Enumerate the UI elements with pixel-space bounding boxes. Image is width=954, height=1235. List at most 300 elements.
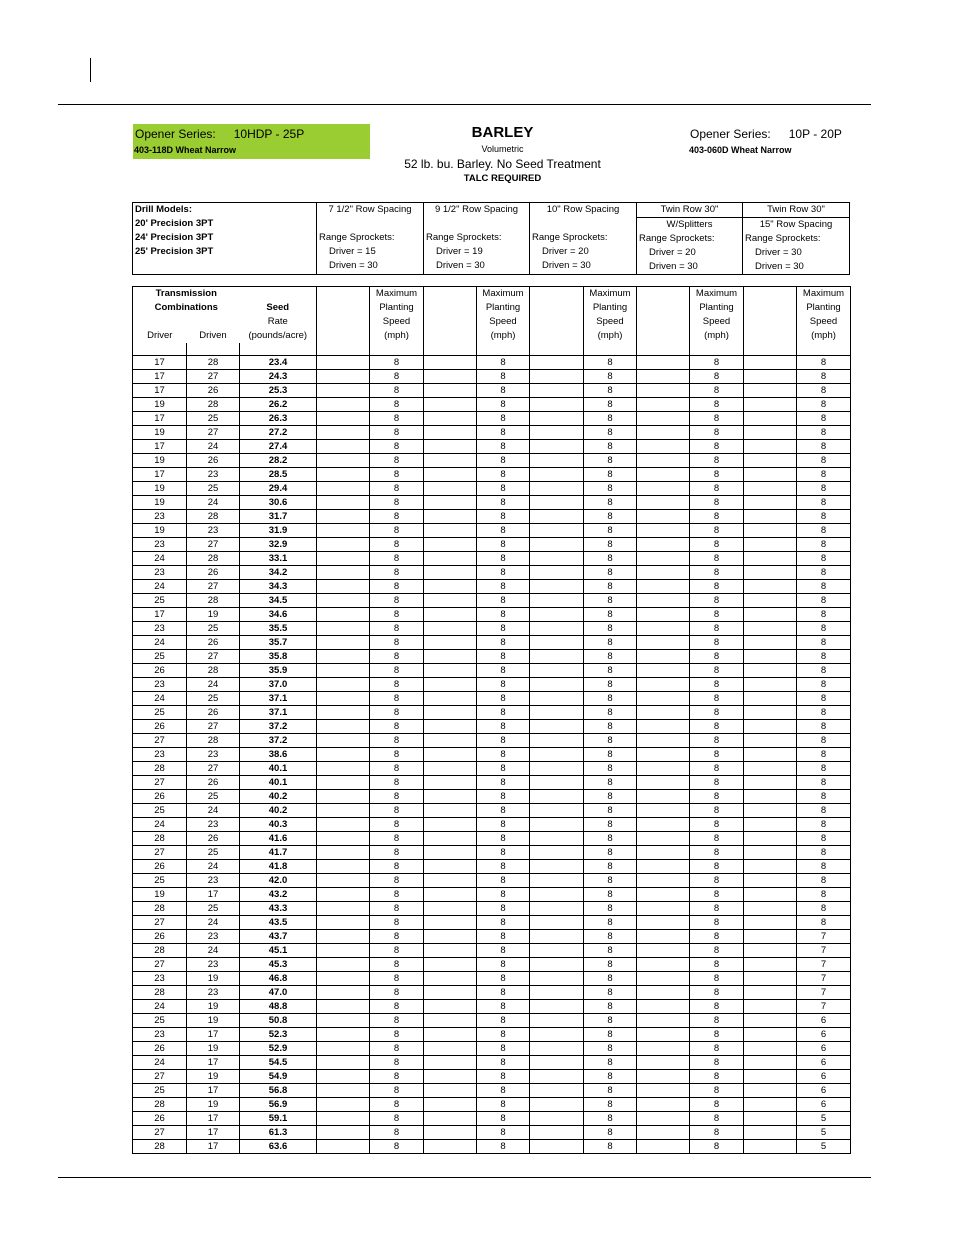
spacer-cell [424, 650, 477, 664]
max-speed-cell: 8 [690, 692, 744, 706]
driven-cell: 19 [187, 1042, 240, 1056]
spacer-cell [637, 1140, 690, 1154]
max-speed-cell: 8 [477, 664, 530, 678]
max-speed-cell: 8 [477, 650, 530, 664]
spacer-cell [424, 1014, 477, 1028]
spacer-cell [317, 944, 370, 958]
spacer-cell [424, 1098, 477, 1112]
seed-description: 52 lb. bu. Barley. No Seed Treatment [404, 157, 601, 171]
max-speed-cell: 8 [690, 958, 744, 972]
seed-rate-cell: 54.9 [240, 1070, 317, 1084]
max-speed-cell: 8 [584, 734, 637, 748]
seed-rate-cell: 26.2 [240, 398, 317, 412]
max-speed-cell: 8 [370, 580, 424, 594]
spacer-cell [424, 1140, 477, 1154]
spacer-cell [637, 356, 690, 370]
spacer-cell [530, 944, 584, 958]
spacer-cell [530, 622, 584, 636]
spacer-cell [637, 482, 690, 496]
max-speed-cell: 8 [370, 370, 424, 384]
spacer-cell [637, 370, 690, 384]
seed-rate-cell: 56.8 [240, 1084, 317, 1098]
spacer-cell [530, 888, 584, 902]
max-speed-cell: 8 [477, 958, 530, 972]
max-speed-cell: 8 [584, 1084, 637, 1098]
driver-cell: 28 [133, 986, 187, 1000]
spacer-cell [424, 860, 477, 874]
spacer-cell [424, 1000, 477, 1014]
seed-rate-cell: 50.8 [240, 1014, 317, 1028]
speed-label: Speed [702, 316, 731, 327]
speed-header [477, 287, 530, 344]
table-row [133, 790, 851, 804]
opener-right-series [690, 127, 842, 141]
max-speed-cell: 8 [584, 874, 637, 888]
header-filler [133, 315, 240, 329]
table-row [133, 622, 851, 636]
spacer-cell [637, 804, 690, 818]
max-speed-cell: 8 [584, 650, 637, 664]
spacer-cell [744, 440, 797, 454]
spacer-cell [317, 916, 370, 930]
driver-cell: 27 [133, 846, 187, 860]
driver-cell: 19 [133, 496, 187, 510]
max-speed-cell: 7 [797, 958, 851, 972]
seed-rate-cell: 63.6 [240, 1140, 317, 1154]
spacing-name: 9 1/2" Row Spacing [434, 204, 519, 215]
max-speed-cell: 8 [690, 818, 744, 832]
spacer-cell [424, 986, 477, 1000]
spacer-cell [744, 790, 797, 804]
driven-cell: 24 [187, 496, 240, 510]
max-speed-cell: 8 [370, 622, 424, 636]
max-speed-cell: 8 [370, 608, 424, 622]
spacer-cell [424, 832, 477, 846]
max-speed-cell: 8 [477, 608, 530, 622]
spacer-cell [637, 818, 690, 832]
spacer-cell [744, 1056, 797, 1070]
driven-cell: 19 [187, 608, 240, 622]
bottom-rule [58, 1177, 871, 1178]
max-speed-cell: 8 [690, 944, 744, 958]
driver-cell: 28 [133, 832, 187, 846]
spacer-cell [424, 287, 477, 344]
sprocket-driven: Driven = 30 [542, 260, 591, 271]
spacer-cell [744, 566, 797, 580]
spacer-cell [424, 398, 477, 412]
spacer-cell [424, 454, 477, 468]
driven-cell: 23 [187, 874, 240, 888]
spacer-cell [744, 706, 797, 720]
spacer-cell [744, 720, 797, 734]
seed-rate-cell: 38.6 [240, 748, 317, 762]
spacer-cell [637, 566, 690, 580]
max-speed-cell: 8 [584, 1126, 637, 1140]
table-row [133, 496, 851, 510]
max-speed-cell: 8 [690, 510, 744, 524]
spacer-cell [424, 412, 477, 426]
max-speed-cell: 8 [477, 496, 530, 510]
max-speed-cell: 8 [584, 1056, 637, 1070]
spacer-cell [637, 944, 690, 958]
driven-cell: 28 [187, 552, 240, 566]
spacer-cell [317, 986, 370, 1000]
max-speed-cell: 8 [370, 874, 424, 888]
max-speed-cell: 8 [370, 454, 424, 468]
spacer-cell [424, 426, 477, 440]
spacer-cell [637, 398, 690, 412]
driver-cell: 23 [133, 1028, 187, 1042]
driven-cell: 28 [187, 664, 240, 678]
max-speed-cell: 8 [584, 832, 637, 846]
max-speed-cell: 8 [690, 790, 744, 804]
driver-cell: 17 [133, 370, 187, 384]
seed-rate-table [132, 286, 851, 1154]
max-speed-cell: 8 [584, 636, 637, 650]
table-row [133, 398, 851, 412]
table-row [133, 986, 851, 1000]
max-speed-cell: 8 [690, 776, 744, 790]
driver-cell: 19 [133, 482, 187, 496]
speed-units-label: (mph) [704, 330, 729, 341]
max-speed-cell: 8 [797, 748, 851, 762]
spacer-cell [637, 902, 690, 916]
driven-cell: 24 [187, 440, 240, 454]
seed-rate-cell: 24.3 [240, 370, 317, 384]
units-header: (pounds/acre) [240, 329, 317, 343]
seed-rate-cell: 40.1 [240, 776, 317, 790]
max-speed-cell: 8 [370, 1028, 424, 1042]
spacer-cell [744, 902, 797, 916]
spacer-cell [424, 902, 477, 916]
spacer-cell [744, 580, 797, 594]
spacer-cell [317, 412, 370, 426]
seed-rate-cell: 37.1 [240, 692, 317, 706]
seed-rate-cell: 46.8 [240, 972, 317, 986]
spacer-cell [744, 1070, 797, 1084]
driver-cell: 17 [133, 608, 187, 622]
seed-rate-cell: 42.0 [240, 874, 317, 888]
spacer-cell [530, 1070, 584, 1084]
driven-cell: 27 [187, 370, 240, 384]
max-speed-cell: 8 [370, 594, 424, 608]
spacer-cell [637, 287, 690, 344]
spacer-cell [424, 720, 477, 734]
opener-series-left [133, 124, 370, 159]
opener-series-right [688, 124, 868, 159]
max-speed-cell: 8 [370, 762, 424, 776]
max-speed-cell: 8 [370, 930, 424, 944]
driver-cell: 26 [133, 860, 187, 874]
max-speed-cell: 8 [370, 972, 424, 986]
max-speed-cell: 8 [690, 440, 744, 454]
spacer-cell [530, 510, 584, 524]
range-sprockets-label: Range Sprockets: [745, 233, 821, 244]
table-row [133, 832, 851, 846]
spacer-cell [424, 748, 477, 762]
spacer-cell [530, 538, 584, 552]
speed-units-label: (mph) [384, 330, 409, 341]
spacer-cell [530, 524, 584, 538]
max-speed-cell: 8 [584, 692, 637, 706]
table-row [133, 1000, 851, 1014]
max-speed-cell: 8 [797, 594, 851, 608]
seed-rate-cell: 52.3 [240, 1028, 317, 1042]
spacer-cell [637, 650, 690, 664]
transmission-label: Transmission [155, 288, 217, 299]
spacer-cell [424, 706, 477, 720]
spacer-cell [530, 1084, 584, 1098]
spacer-cell [744, 1042, 797, 1056]
driven-cell: 17 [187, 888, 240, 902]
spacer-cell [637, 454, 690, 468]
max-speed-cell: 8 [477, 776, 530, 790]
max-speed-cell: 8 [477, 846, 530, 860]
driver-cell: 25 [133, 706, 187, 720]
table-row [133, 1056, 851, 1070]
driver-cell: 25 [133, 650, 187, 664]
max-speed-cell: 8 [477, 916, 530, 930]
max-speed-cell: 8 [797, 860, 851, 874]
driven-cell: 17 [187, 1028, 240, 1042]
max-speed-cell: 8 [477, 384, 530, 398]
table-row [133, 1098, 851, 1112]
max-speed-cell: 8 [477, 468, 530, 482]
table-row [133, 594, 851, 608]
driver-cell: 28 [133, 762, 187, 776]
driven-cell: 24 [187, 944, 240, 958]
max-speed-cell: 8 [370, 902, 424, 916]
spacer-cell [637, 636, 690, 650]
max-speed-cell: 8 [690, 664, 744, 678]
drill-models-cell [133, 203, 317, 275]
seed-rate-cell: 43.2 [240, 888, 317, 902]
driven-cell: 19 [187, 1014, 240, 1028]
seed-rate-cell: 35.7 [240, 636, 317, 650]
speed-header [370, 287, 424, 344]
max-speed-cell: 8 [370, 356, 424, 370]
seed-rate-cell: 40.3 [240, 818, 317, 832]
max-speed-cell: 8 [370, 986, 424, 1000]
table-row [133, 692, 851, 706]
max-speed-cell: 8 [477, 552, 530, 566]
max-speed-cell: 7 [797, 930, 851, 944]
speed-maximum-label: Maximum [375, 288, 418, 299]
seed-rate-cell: 34.5 [240, 594, 317, 608]
driven-cell: 17 [187, 1140, 240, 1154]
driven-cell: 19 [187, 1070, 240, 1084]
sprocket-driven: Driven = 30 [329, 260, 378, 271]
driver-cell: 25 [133, 804, 187, 818]
max-speed-cell: 8 [584, 622, 637, 636]
seed-rate-cell: 41.6 [240, 832, 317, 846]
spacer-cell [317, 972, 370, 986]
spacer-cell [530, 398, 584, 412]
spacer-cell [744, 776, 797, 790]
spacer-cell [317, 692, 370, 706]
spacer-cell [744, 468, 797, 482]
driver-cell: 17 [133, 440, 187, 454]
spacer-cell [637, 958, 690, 972]
spacer-cell [317, 454, 370, 468]
max-speed-cell: 8 [370, 860, 424, 874]
max-speed-cell: 8 [797, 706, 851, 720]
spacer-cell [317, 888, 370, 902]
seed-rate-cell: 54.5 [240, 1056, 317, 1070]
spacer-cell [317, 846, 370, 860]
max-speed-cell: 8 [690, 1098, 744, 1112]
driven-cell: 25 [187, 790, 240, 804]
spacing-name: 10" Row Spacing [546, 204, 620, 215]
max-speed-cell: 8 [797, 398, 851, 412]
speed-header [797, 287, 851, 344]
max-speed-cell: 8 [797, 608, 851, 622]
spacer-cell [530, 748, 584, 762]
spacer-cell [530, 790, 584, 804]
spacer-cell [530, 580, 584, 594]
driven-cell: 28 [187, 734, 240, 748]
spacer-cell [744, 1140, 797, 1154]
opener-left-sub: 403-118D Wheat Narrow [134, 145, 237, 155]
table-row [133, 454, 851, 468]
spacer-cell [744, 958, 797, 972]
spacer-cell [530, 846, 584, 860]
max-speed-cell: 8 [370, 468, 424, 482]
spacer-cell [424, 678, 477, 692]
seed-rate-cell: 28.2 [240, 454, 317, 468]
spacer-cell [637, 608, 690, 622]
max-speed-cell: 8 [584, 902, 637, 916]
speed-label: Speed [809, 316, 838, 327]
spacer-cell [637, 706, 690, 720]
spacer-cell [317, 1014, 370, 1028]
spacer-cell [744, 426, 797, 440]
driver-cell: 23 [133, 972, 187, 986]
table-row [133, 384, 851, 398]
max-speed-cell: 8 [370, 1056, 424, 1070]
seed-rate-cell: 43.7 [240, 930, 317, 944]
spacer-cell [530, 370, 584, 384]
max-speed-cell: 8 [584, 748, 637, 762]
spacer-cell [317, 1070, 370, 1084]
max-speed-cell: 8 [584, 860, 637, 874]
driver-cell: 23 [133, 510, 187, 524]
table-row [133, 860, 851, 874]
drill-spacing-header [132, 202, 850, 275]
spacer-cell [317, 1098, 370, 1112]
max-speed-cell: 8 [690, 398, 744, 412]
max-speed-cell: 8 [584, 426, 637, 440]
spacer-cell [744, 692, 797, 706]
spacing-name: Twin Row 30" [660, 204, 719, 215]
max-speed-cell: 8 [690, 874, 744, 888]
driven-cell: 17 [187, 1056, 240, 1070]
max-speed-cell: 8 [477, 734, 530, 748]
max-speed-cell: 8 [797, 426, 851, 440]
spacer-cell [530, 496, 584, 510]
max-speed-cell: 8 [584, 972, 637, 986]
table-row [133, 818, 851, 832]
max-speed-cell: 8 [584, 412, 637, 426]
max-speed-cell: 8 [370, 748, 424, 762]
seed-rate-rows [133, 343, 851, 1154]
max-speed-cell: 8 [584, 370, 637, 384]
spacer-cell [424, 692, 477, 706]
spacing-column-2 [424, 203, 530, 275]
seed-rate-cell: 56.9 [240, 1098, 317, 1112]
speed-planting-label: Planting [806, 302, 841, 313]
spacer-cell [744, 944, 797, 958]
spacer-cell [424, 510, 477, 524]
driver-cell: 26 [133, 720, 187, 734]
range-sprockets-label: Range Sprockets: [532, 232, 608, 243]
spacer-cell [530, 454, 584, 468]
max-speed-cell: 8 [370, 552, 424, 566]
spacer-cell [317, 1112, 370, 1126]
driver-cell: 24 [133, 1000, 187, 1014]
max-speed-cell: 8 [370, 678, 424, 692]
speed-planting-label: Planting [699, 302, 734, 313]
spacer-cell [637, 496, 690, 510]
max-speed-cell: 8 [370, 412, 424, 426]
max-speed-cell: 8 [690, 804, 744, 818]
spacer-cell [317, 1042, 370, 1056]
spacer-cell [637, 1000, 690, 1014]
table-row [133, 1014, 851, 1028]
spacer-cell [744, 636, 797, 650]
spacer-cell [637, 874, 690, 888]
table-row [133, 664, 851, 678]
spacer-cell [424, 622, 477, 636]
max-speed-cell: 8 [477, 1070, 530, 1084]
max-speed-cell: 7 [797, 972, 851, 986]
spacer-cell [424, 1042, 477, 1056]
spacer-cell [637, 776, 690, 790]
driver-cell: 23 [133, 622, 187, 636]
max-speed-cell: 8 [797, 832, 851, 846]
max-speed-cell: 8 [584, 1112, 637, 1126]
spacer-cell [317, 874, 370, 888]
driver-cell: 28 [133, 902, 187, 916]
spacer-cell [744, 412, 797, 426]
driven-cell: 17 [187, 1084, 240, 1098]
spacer-cell [637, 1056, 690, 1070]
spacer-cell [530, 1056, 584, 1070]
max-speed-cell: 8 [584, 1014, 637, 1028]
max-speed-cell: 8 [477, 748, 530, 762]
driven-cell: 24 [187, 860, 240, 874]
seed-rate-cell: 47.0 [240, 986, 317, 1000]
speed-label: Speed [596, 316, 624, 327]
seed-rate-cell: 34.3 [240, 580, 317, 594]
max-speed-cell: 8 [690, 524, 744, 538]
max-speed-cell: 8 [584, 398, 637, 412]
spacer-cell [424, 594, 477, 608]
table-row [133, 538, 851, 552]
max-speed-cell: 8 [584, 608, 637, 622]
driven-cell: 26 [187, 776, 240, 790]
spacer-cell [637, 622, 690, 636]
max-speed-cell: 7 [797, 986, 851, 1000]
seed-rate-cell: 40.2 [240, 804, 317, 818]
spacer-cell [744, 482, 797, 496]
seed-rate-cell: 34.2 [240, 566, 317, 580]
spacer-cell [744, 370, 797, 384]
seed-rate-cell: 35.9 [240, 664, 317, 678]
spacing-name: Twin Row 30" [767, 204, 825, 215]
driven-cell: 23 [187, 524, 240, 538]
spacer-cell [424, 790, 477, 804]
